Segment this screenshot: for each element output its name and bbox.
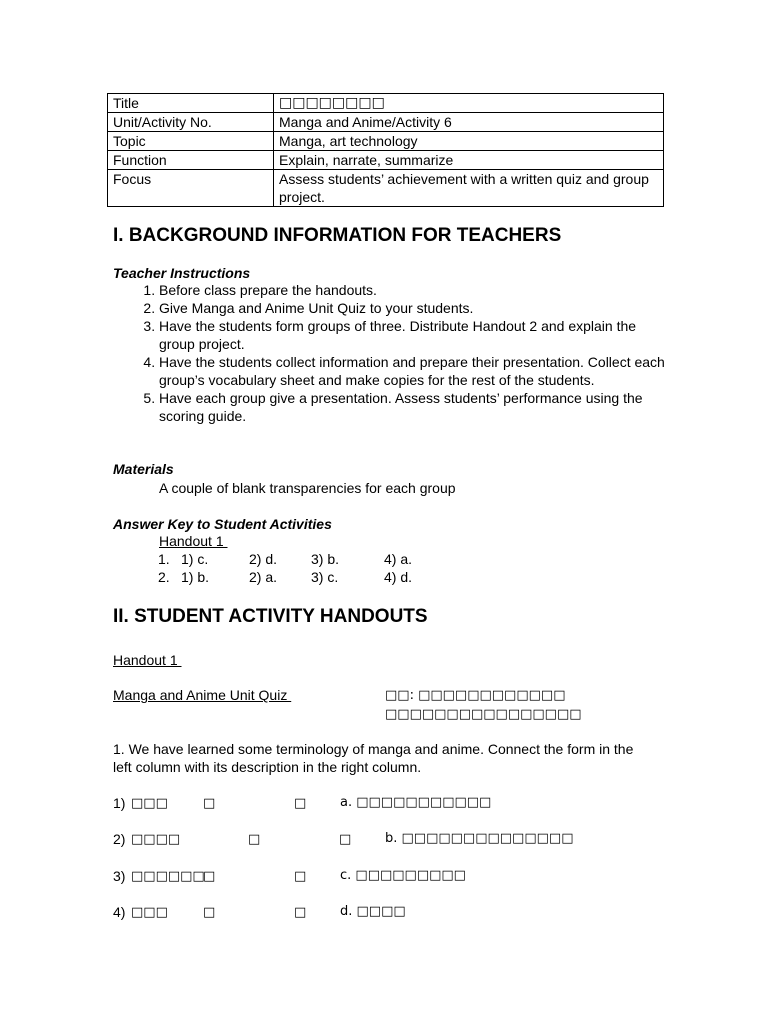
- focus-value: Assess students’ achievement with a written quiz and group project.: [274, 170, 664, 207]
- focus-label: Focus: [108, 170, 274, 207]
- function-label: Function: [108, 151, 274, 170]
- quiz-title: Manga and Anime Unit Quiz: [113, 687, 292, 703]
- teacher-instructions-title: Teacher Instructions: [113, 265, 251, 281]
- match-answer: a. □□□□□□□□□□□: [340, 795, 492, 810]
- title-value: □□□□□□□□: [274, 94, 664, 113]
- match-term: □□□: [131, 905, 168, 920]
- topic-label: Topic: [108, 132, 274, 151]
- name-line-1: □□: □□□□□□□□□□□□: [385, 688, 566, 703]
- section1-heading: I. BACKGROUND INFORMATION FOR TEACHERS: [113, 225, 562, 246]
- match-num: 2): [113, 831, 126, 847]
- unit-value: Manga and Anime/Activity 6: [274, 113, 664, 132]
- handout-label: Handout 1: [113, 652, 182, 668]
- answer-cell: 4) d.: [384, 569, 413, 585]
- match-dot-right[interactable]: □: [294, 905, 307, 920]
- match-dot-left[interactable]: □: [248, 832, 261, 847]
- materials-text: A couple of blank transparencies for each group: [159, 480, 456, 496]
- list-item: 1. Before class prepare the handouts.: [159, 281, 669, 299]
- function-value: Explain, narrate, summarize: [274, 151, 664, 170]
- match-dot-left[interactable]: □: [203, 905, 216, 920]
- match-num: 4): [113, 904, 126, 920]
- answer-handout-label: Handout 1: [159, 533, 228, 549]
- table-row: [108, 113, 664, 132]
- title-label: Title: [108, 94, 274, 113]
- match-num: 3): [113, 868, 126, 884]
- teacher-steps-list: [113, 281, 669, 425]
- topic-value: Manga, art technology: [274, 132, 664, 151]
- answer-cell: 2) a.: [249, 569, 278, 585]
- question-1: 1. We have learned some terminology of manga and anime. Connect the form in the left column with its description in the right column.: [113, 741, 634, 775]
- match-dot-right[interactable]: □: [339, 832, 352, 847]
- answer-key-title: Answer Key to Student Activities: [113, 516, 332, 532]
- match-answer: d. □□□□: [340, 904, 406, 919]
- list-item: 5. Have each group give a presentation. Assess students’ performance using the scoring guide.: [159, 389, 669, 425]
- answer-cell: 1) c.: [181, 551, 209, 567]
- answer-cell: 1) b.: [181, 569, 210, 585]
- answer-cell: 3) b.: [311, 551, 340, 567]
- match-answer: c. □□□□□□□□□: [340, 868, 466, 883]
- match-dot-left[interactable]: □: [203, 869, 216, 884]
- list-item: 2. Give Manga and Anime Unit Quiz to your students.: [159, 299, 669, 317]
- table-row: [108, 151, 664, 170]
- match-term: □□□□□□: [131, 869, 205, 884]
- list-item: 4. Have the students collect information and prepare their presentation. Collect each group’s vocabulary sheet and make copies for the rest of the students.: [159, 353, 669, 389]
- answer-cell: 3) c.: [311, 569, 339, 585]
- answer-row-num: 1.: [158, 551, 170, 567]
- table-row: [108, 94, 664, 113]
- info-table: [107, 93, 664, 207]
- match-dot-right[interactable]: □: [294, 869, 307, 884]
- table-row: [108, 132, 664, 151]
- table-row: [108, 170, 664, 207]
- match-num: 1): [113, 795, 126, 811]
- match-term: □□□□: [131, 832, 181, 847]
- answer-row-num: 2.: [158, 569, 170, 585]
- answer-cell: 2) d.: [249, 551, 278, 567]
- name-line-2: □□□□□□□□□□□□□□□□: [385, 707, 582, 722]
- match-term: □□□: [131, 796, 168, 811]
- unit-label: Unit/Activity No.: [108, 113, 274, 132]
- materials-title: Materials: [113, 461, 174, 477]
- match-answer: b. □□□□□□□□□□□□□□: [385, 831, 574, 846]
- match-dot-right[interactable]: □: [294, 796, 307, 811]
- section2-heading: II. STUDENT ACTIVITY HANDOUTS: [113, 606, 428, 627]
- list-item: 3. Have the students form groups of three. Distribute Handout 2 and explain the group project.: [159, 317, 669, 353]
- match-dot-left[interactable]: □: [203, 796, 216, 811]
- answer-cell: 4) a.: [384, 551, 413, 567]
